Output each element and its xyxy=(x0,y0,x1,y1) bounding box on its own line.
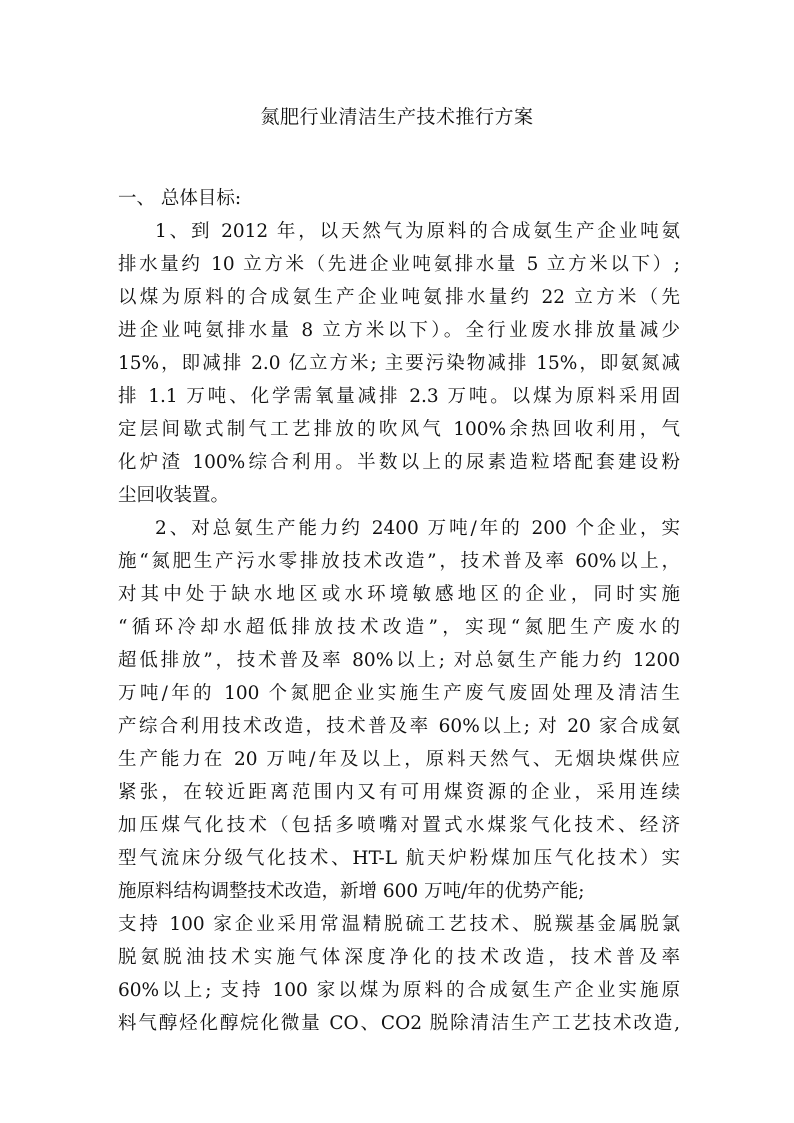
paragraph-2-line-2: 施“氮肥生产污水零排放技术改造”，技术普及率 60%以上， xyxy=(118,551,680,572)
paragraph-2-line-15: 60%以上; 支持 100 家以煤为原料的合成氨生产企业实施原 xyxy=(118,980,680,1001)
paragraph-1-line-1: 1、到 2012 年，以天然气为原料的合成氨生产企业吨氨 xyxy=(155,221,680,242)
paragraph-2-line-4: “循环冷却水超低排放技术改造”，实现“氮肥生产废水的 xyxy=(118,617,680,638)
paragraph-2-line-8: 生产能力在 20 万吨/年及以上，原料天然气、无烟块煤供应 xyxy=(118,749,680,770)
paragraph-2-line-13: 支持 100 家企业采用常温精脱硫工艺技术、脱羰基金属脱氯 xyxy=(118,914,680,935)
paragraph-2-line-12: 施原料结构调整技术改造，新增 600 万吨/年的优势产能; xyxy=(118,881,585,902)
paragraph-1-line-5: 15%，即减排 2.0 亿立方米; 主要污染物减排 15%，即氨氮减 xyxy=(118,353,680,374)
paragraph-2-line-6: 万吨/年的 100 个氮肥企业实施生产废气废固处理及清洁生 xyxy=(118,683,680,704)
paragraph-1-line-7: 定层间歇式制气工艺排放的吹风气 100%余热回收利用，气 xyxy=(118,419,680,440)
paragraph-1-line-4: 进企业吨氨排水量 8 立方米以下）。全行业废水排放量减少 xyxy=(118,320,680,341)
paragraph-1-line-8: 化炉渣 100%综合利用。半数以上的尿素造粒塔配套建设粉 xyxy=(118,452,680,473)
paragraph-2-line-7: 产综合利用技术改造，技术普及率 60%以上; 对 20 家合成氨 xyxy=(118,716,680,737)
section-heading: 一、 总体目标: xyxy=(118,188,242,209)
paragraph-2-line-16: 料气醇烃化醇烷化微量 CO、CO2 脱除清洁生产工艺技术改造, xyxy=(118,1013,680,1034)
paragraph-2-line-1: 2、对总氨生产能力约 2400 万吨/年的 200 个企业，实 xyxy=(155,518,680,539)
paragraph-1-line-6: 排 1.1 万吨、化学需氧量减排 2.3 万吨。以煤为原料采用固 xyxy=(118,386,680,407)
paragraph-2-line-10: 加压煤气化技术（包括多喷嘴对置式水煤浆气化技术、经济 xyxy=(118,815,680,836)
paragraph-1-line-2: 排水量约 10 立方米（先进企业吨氨排水量 5 立方米以下）; xyxy=(118,254,680,275)
page-title: 氮肥行业清洁生产技术推行方案 xyxy=(260,106,534,128)
document-body xyxy=(118,182,680,1040)
paragraph-1-line-9: 尘回收装置。 xyxy=(118,485,230,506)
paragraph-2-line-9: 紧张，在较近距离范围内又有可用煤资源的企业，采用连续 xyxy=(118,782,680,803)
paragraph-2-line-5: 超低排放”，技术普及率 80%以上; 对总氨生产能力约 1200 xyxy=(118,650,680,671)
paragraph-1-line-3: 以煤为原料的合成氨生产企业吨氨排水量约 22 立方米（先 xyxy=(118,287,680,308)
paragraph-2-line-14: 脱氨脱油技术实施气体深度净化的技术改造，技术普及率 xyxy=(118,947,680,968)
paragraph-2-line-11: 型气流床分级气化技术、HT-L 航天炉粉煤加压气化技术）实 xyxy=(118,848,680,869)
paragraph-2-line-3: 对其中处于缺水地区或水环境敏感地区的企业，同时实施 xyxy=(118,584,680,605)
